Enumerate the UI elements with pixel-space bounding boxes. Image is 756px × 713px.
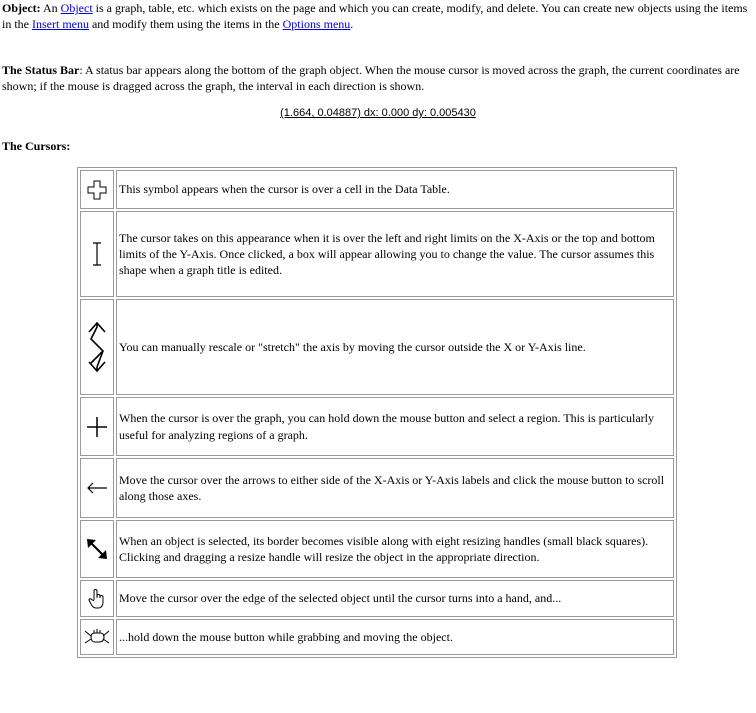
cursor-row <box>80 211 674 297</box>
diagonal-resize-cursor-icon <box>85 537 109 561</box>
icon-cell <box>80 211 114 297</box>
object-link[interactable]: Object <box>60 1 93 15</box>
icon-cell <box>80 458 114 518</box>
options-menu-link[interactable]: Options menu <box>282 17 351 32</box>
cursor-description: Move the cursor over the edge of the selected object until the cursor turns into a hand, and... <box>116 580 674 617</box>
cursor-description: Move the cursor over the arrows to either side of the X-Axis or Y-Axis labels and click the mouse button to scroll along those axes. <box>116 458 674 518</box>
cursor-row <box>80 170 674 209</box>
cursor-row <box>80 397 674 456</box>
cursor-row <box>80 299 674 395</box>
ibeam-cursor-icon <box>90 242 104 266</box>
icon-cell <box>80 299 114 395</box>
text-fragment: An <box>40 1 61 15</box>
object-paragraph <box>2 0 752 32</box>
cursors-heading: The Cursors: <box>2 139 71 153</box>
icon-cell <box>80 397 114 456</box>
cursor-row <box>80 520 674 578</box>
cursor-table <box>77 167 677 658</box>
insert-menu-link[interactable]: Insert menu <box>32 17 89 32</box>
icon-cell <box>80 520 114 578</box>
stretch-cursor-icon <box>86 321 108 373</box>
icon-cell <box>80 170 114 209</box>
cell-cross-cursor-icon <box>86 179 108 201</box>
cursor-description: You can manually rescale or "stretch" the axis by moving the cursor outside the X or Y-Axis line. <box>116 299 674 395</box>
hand-cursor-icon <box>87 588 107 610</box>
cursor-description: When an object is selected, its border becomes visible along with eight resizing handles (small black squares). Clicking and dragging a resize handle will resize the object in the appropriate direction. <box>116 520 674 578</box>
status-bar-sample <box>0 106 756 121</box>
cursor-row <box>80 580 674 617</box>
cursor-description: When the cursor is over the graph, you can hold down the mouse button and select a region. This is particularly useful for analyzing regions of a graph. <box>116 397 674 456</box>
status-bar-lead: The Status Bar <box>2 63 80 77</box>
left-arrow-cursor-icon <box>86 481 108 495</box>
crosshair-cursor-icon <box>86 416 108 438</box>
icon-cell <box>80 619 114 655</box>
cursor-description: ...hold down the mouse button while grabbing and moving the object. <box>116 619 674 655</box>
cursor-row <box>80 458 674 518</box>
text-fragment: is a graph, table, etc. which exists on the page and which you can create, modify, and delete. You can create new objects using the items in the <box>2 1 748 32</box>
status-bar-readout: (1.664, 0.04887) dx: 0.000 dy: 0.005430 <box>280 107 476 119</box>
icon-cell <box>80 580 114 617</box>
status-bar-text: : A status bar appears along the bottom of the graph object. When the mouse cursor is moved across the graph, the current coordinates are shown; if the mouse is dragged across the graph, the interval in each direction is shown. <box>2 63 740 94</box>
status-bar-paragraph <box>2 62 752 94</box>
object-lead: Object: <box>2 1 41 15</box>
grab-hand-cursor-icon <box>84 628 110 646</box>
cursor-description: This symbol appears when the cursor is over a cell in the Data Table. <box>116 170 674 209</box>
text-fragment: and modify them using the items in the <box>88 17 283 32</box>
cursor-row <box>80 619 674 655</box>
cursor-description: The cursor takes on this appearance when it is over the left and right limits on the X-Axis or the top and bottom limits of the Y-Axis. Once clicked, a box will appear allowing you to change the value. The cursor assumes this shape when a graph title is edited. <box>116 211 674 297</box>
text-fragment: . <box>350 17 354 32</box>
